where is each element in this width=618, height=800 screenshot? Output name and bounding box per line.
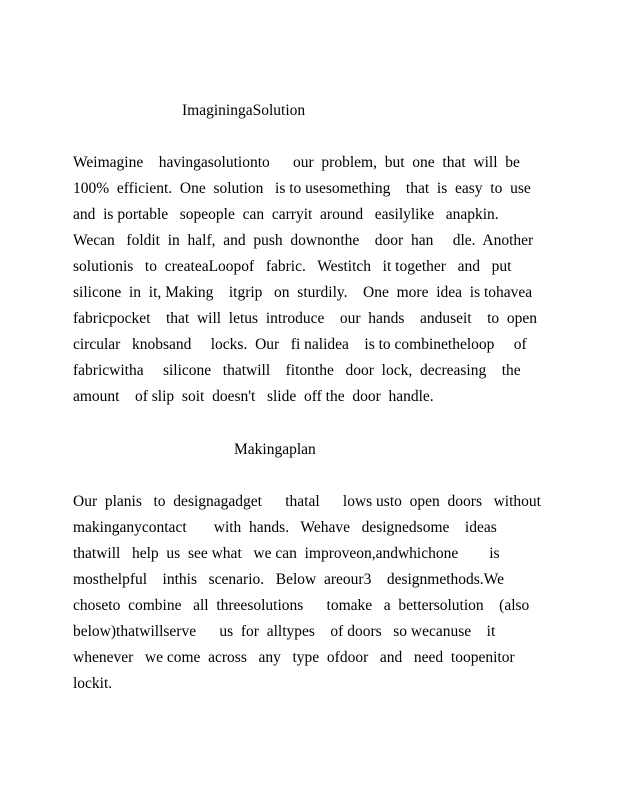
text-line: lockit. bbox=[73, 675, 113, 692]
text-line: Weimagine havingasolutionto our problem, but one that will be bbox=[73, 154, 520, 171]
text-line: makinganycontact with hands. Wehave designedsome ideas bbox=[73, 519, 497, 536]
text-line: Our planis to designagadget thatal lows usto open doors without bbox=[73, 493, 541, 510]
text-line: silicone in it, Making itgrip on sturdily. One more idea is tohavea bbox=[73, 284, 533, 301]
text-line: Wecan foldit in half, and push downonthe door han dle. Another bbox=[73, 232, 534, 249]
text-line: fabricpocket that will letus introduce our hands anduseit to open bbox=[73, 310, 538, 327]
text-line: below)thatwillserve us for alltypes of doors so wecanuse it bbox=[73, 623, 496, 640]
text-line: 100% efficient. One solution is to usesomething that is easy to use bbox=[73, 180, 531, 197]
section-heading-imagining-a-solution: ImaginingaSolution bbox=[182, 102, 306, 119]
paragraph-making-a-plan bbox=[73, 492, 541, 700]
text-line: amount of slip soit doesn't slide off the door handle. bbox=[73, 388, 434, 405]
text-line: circular knobsand locks. Our fi nalidea is to combinetheloop of bbox=[73, 336, 527, 353]
text-line: whenever we come across any type ofdoor and need toopenitor bbox=[73, 649, 515, 666]
section-heading-making-a-plan: Makingaplan bbox=[234, 441, 316, 458]
text-line: choseto combine all threesolutions tomake a bettersolution (also bbox=[73, 597, 530, 614]
paragraph-imagining-a-solution bbox=[73, 153, 538, 413]
text-line: mosthelpful inthis scenario. Below areour3 designmethods.We bbox=[73, 571, 504, 588]
text-line: and is portable sopeople can carryit around easilylike anapkin. bbox=[73, 206, 499, 223]
text-line: fabricwitha silicone thatwill fitonthe door lock, decreasing the bbox=[73, 362, 521, 379]
text-line: solutionis to createaLoopof fabric. Westitch it together and put bbox=[73, 258, 512, 275]
text-line: thatwill help us see what we can improveon,andwhichone is bbox=[73, 545, 500, 562]
